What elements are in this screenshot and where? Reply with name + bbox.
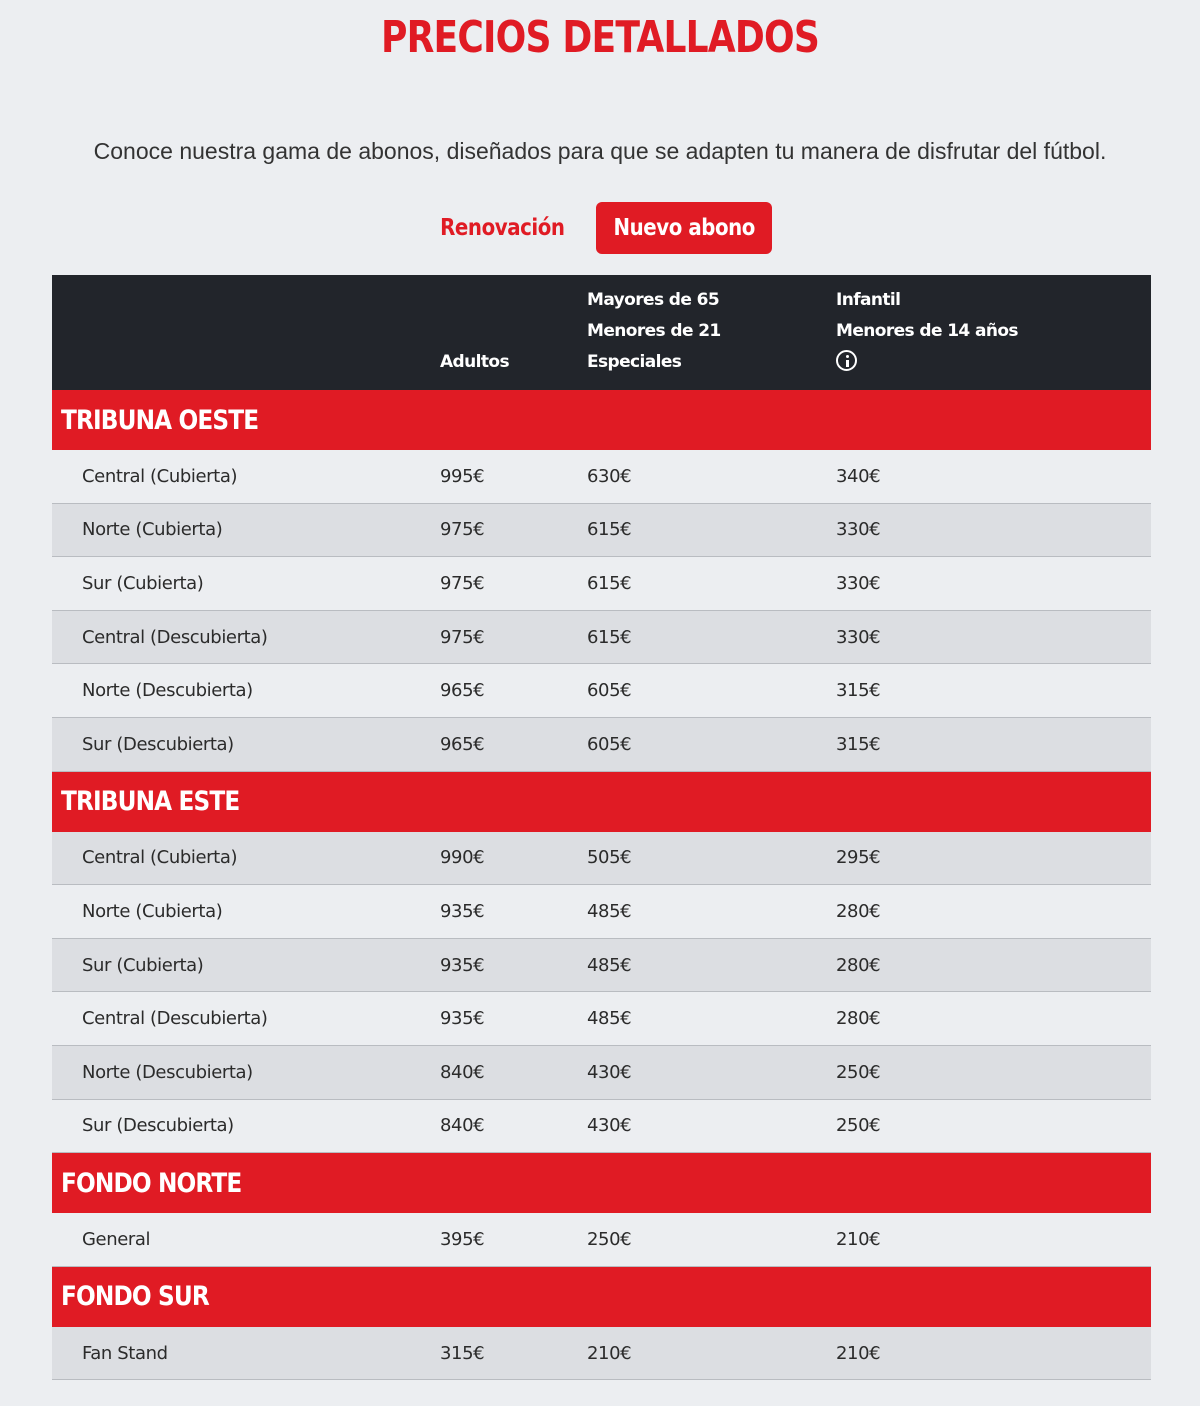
table-row xyxy=(52,450,1151,504)
section-title: FONDO SUR xyxy=(61,1281,209,1313)
cell-infantil: 340€ xyxy=(836,465,881,487)
cell-infantil: 330€ xyxy=(836,572,881,594)
cell-adultos: 935€ xyxy=(440,1008,485,1030)
cell-mayores: 605€ xyxy=(587,680,632,702)
cell-adultos: 975€ xyxy=(440,519,485,541)
subscription-type-toggle xyxy=(0,202,1200,254)
header-adultos xyxy=(440,347,509,378)
header-mayores xyxy=(587,285,721,378)
cell-mayores: 485€ xyxy=(587,900,632,922)
table-row xyxy=(52,1046,1151,1100)
cell-name: Sur (Descubierta) xyxy=(82,733,234,755)
cell-mayores: 615€ xyxy=(587,626,632,648)
nuevo-abono-tab[interactable] xyxy=(596,202,772,254)
table-header xyxy=(52,275,1151,390)
cell-mayores: 250€ xyxy=(587,1228,632,1250)
cell-infantil: 280€ xyxy=(836,954,881,976)
header-mayores-line-1: Mayores de 65 xyxy=(587,290,720,310)
table-row xyxy=(52,939,1151,993)
header-infantil-line-2: Menores de 14 años xyxy=(836,321,1018,341)
table-row xyxy=(52,832,1151,886)
header-mayores-line-2: Menores de 21 xyxy=(587,321,721,341)
header-infantil-line-1: Infantil xyxy=(836,290,901,310)
cell-mayores: 615€ xyxy=(587,572,632,594)
cell-adultos: 990€ xyxy=(440,847,485,869)
cell-adultos: 840€ xyxy=(440,1115,485,1137)
section-title: TRIBUNA OESTE xyxy=(61,404,259,436)
cell-name: Central (Descubierta) xyxy=(82,1008,268,1030)
cell-mayores: 210€ xyxy=(587,1342,632,1364)
table-row xyxy=(52,1327,1151,1381)
header-adultos-label: Adultos xyxy=(440,352,509,372)
cell-name: Sur (Cubierta) xyxy=(82,954,204,976)
cell-name: Central (Descubierta) xyxy=(82,626,268,648)
cell-infantil: 210€ xyxy=(836,1342,881,1364)
cell-name: Norte (Cubierta) xyxy=(82,519,223,541)
cell-infantil: 315€ xyxy=(836,680,881,702)
cell-infantil: 330€ xyxy=(836,626,881,648)
cell-infantil: 295€ xyxy=(836,847,881,869)
renovacion-tab[interactable]: Renovación xyxy=(439,215,565,241)
section-header xyxy=(52,772,1151,832)
cell-infantil: 280€ xyxy=(836,1008,881,1030)
cell-adultos: 975€ xyxy=(440,572,485,594)
cell-mayores: 485€ xyxy=(587,1008,632,1030)
cell-mayores: 615€ xyxy=(587,519,632,541)
cell-name: Norte (Descubierta) xyxy=(82,1061,253,1083)
cell-infantil: 250€ xyxy=(836,1115,881,1137)
section-header xyxy=(52,1153,1151,1213)
header-mayores-line-3: Especiales xyxy=(587,352,682,372)
cell-name: Norte (Descubierta) xyxy=(82,680,253,702)
table-body xyxy=(52,390,1151,1380)
cell-adultos: 965€ xyxy=(440,680,485,702)
cell-infantil: 250€ xyxy=(836,1061,881,1083)
page-title: PRECIOS DETALLADOS xyxy=(380,12,820,63)
cell-name: Sur (Descubierta) xyxy=(82,1115,234,1137)
cell-infantil: 315€ xyxy=(836,733,881,755)
cell-adultos: 935€ xyxy=(440,954,485,976)
table-row xyxy=(52,718,1151,772)
cell-infantil: 280€ xyxy=(836,900,881,922)
cell-name: Fan Stand xyxy=(82,1342,168,1364)
nuevo-abono-label: Nuevo abono xyxy=(613,215,756,241)
cell-infantil: 330€ xyxy=(836,519,881,541)
cell-adultos: 995€ xyxy=(440,465,485,487)
section-header xyxy=(52,1267,1151,1327)
table-row xyxy=(52,611,1151,665)
cell-mayores: 485€ xyxy=(587,954,632,976)
table-row xyxy=(52,1100,1151,1154)
header-infantil xyxy=(836,285,1018,378)
table-row xyxy=(52,885,1151,939)
table-row xyxy=(52,992,1151,1046)
section-title: FONDO NORTE xyxy=(61,1167,242,1199)
cell-adultos: 315€ xyxy=(440,1342,485,1364)
cell-name: Norte (Cubierta) xyxy=(82,900,223,922)
cell-adultos: 395€ xyxy=(440,1228,485,1250)
cell-name: Sur (Cubierta) xyxy=(82,572,204,594)
cell-mayores: 505€ xyxy=(587,847,632,869)
info-icon[interactable] xyxy=(836,350,857,371)
table-row xyxy=(52,504,1151,558)
cell-infantil: 210€ xyxy=(836,1228,881,1250)
cell-mayores: 430€ xyxy=(587,1061,632,1083)
cell-name: Central (Cubierta) xyxy=(82,847,238,869)
section-title: TRIBUNA ESTE xyxy=(61,786,240,818)
cell-adultos: 935€ xyxy=(440,900,485,922)
price-table xyxy=(52,275,1151,1380)
cell-mayores: 430€ xyxy=(587,1115,632,1137)
page-subtitle: Conoce nuestra gama de abonos, diseñados para que se adapten tu manera de disfrutar del fútbol. xyxy=(93,138,1107,164)
cell-mayores: 605€ xyxy=(587,733,632,755)
table-row xyxy=(52,1213,1151,1267)
table-row xyxy=(52,664,1151,718)
cell-adultos: 975€ xyxy=(440,626,485,648)
section-header xyxy=(52,390,1151,450)
cell-adultos: 965€ xyxy=(440,733,485,755)
cell-mayores: 630€ xyxy=(587,465,632,487)
cell-adultos: 840€ xyxy=(440,1061,485,1083)
table-row xyxy=(52,557,1151,611)
cell-name: Central (Cubierta) xyxy=(82,465,238,487)
cell-name: General xyxy=(82,1228,151,1250)
